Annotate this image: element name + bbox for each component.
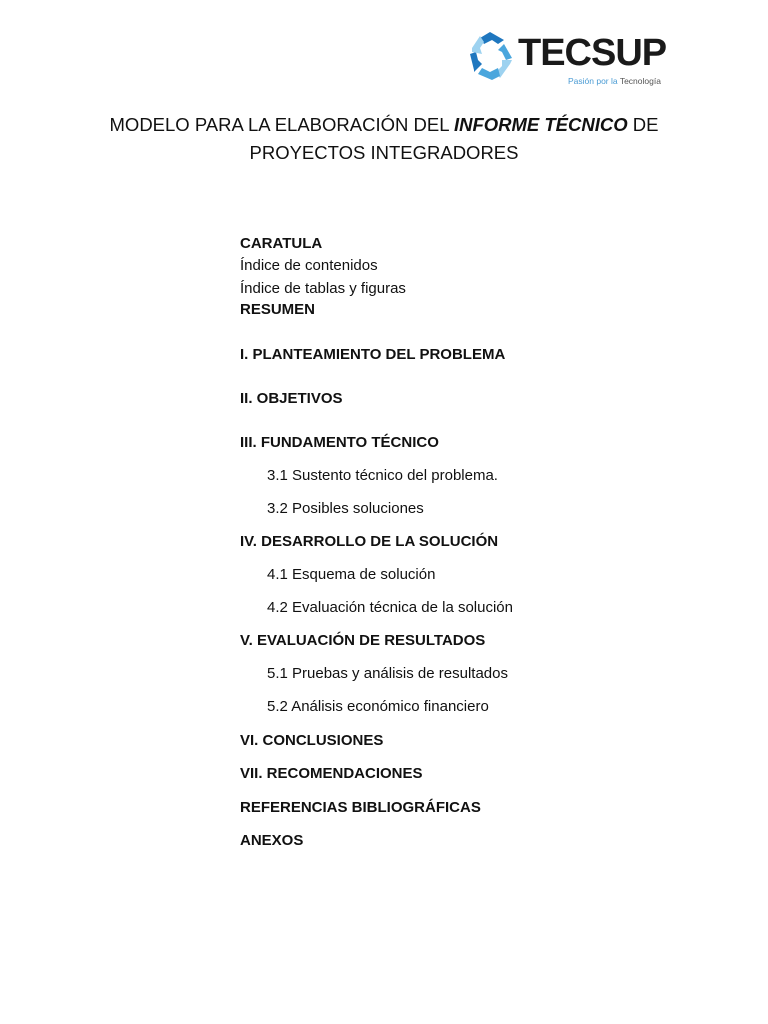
title-part1: MODELO PARA LA ELABORACIÓN DEL <box>109 114 454 135</box>
logo-tagline-part1: Pasión por la <box>568 76 620 86</box>
toc-section-5-2: 5.2 Análisis económico financiero <box>267 698 489 715</box>
toc-section-2: II. OBJETIVOS <box>240 390 343 407</box>
toc-resumen: RESUMEN <box>240 301 316 318</box>
logo-brand-text: TECSUP <box>518 32 667 74</box>
toc-section-3-1: 3.1 Sustento técnico del problema. <box>267 467 498 484</box>
toc-indice-contenidos: Índice de contenidos <box>240 257 378 274</box>
document-title <box>40 111 728 167</box>
toc-section-4: IV. DESARROLLO DE LA SOLUCIÓN <box>240 533 499 550</box>
logo-tagline <box>568 76 661 86</box>
title-emphasis: INFORME TÉCNICO <box>453 114 628 135</box>
toc-caratula: CARATULA <box>240 235 323 252</box>
toc-section-1: I. PLANTEAMIENTO DEL PROBLEMA <box>240 346 506 363</box>
tecsup-logo <box>468 30 667 92</box>
toc-section-4-1: 4.1 Esquema de solución <box>267 566 436 583</box>
toc-indice-tablas: Índice de tablas y figuras <box>240 280 406 297</box>
title-line-2: PROYECTOS INTEGRADORES <box>249 142 519 163</box>
toc-section-3-2: 3.2 Posibles soluciones <box>267 500 424 517</box>
toc-section-7: VII. RECOMENDACIONES <box>240 765 423 782</box>
toc-referencias: REFERENCIAS BIBLIOGRÁFICAS <box>240 799 481 816</box>
toc-section-4-2: 4.2 Evaluación técnica de la solución <box>267 599 513 616</box>
toc-section-3: III. FUNDAMENTO TÉCNICO <box>240 434 439 451</box>
toc-section-5-1: 5.1 Pruebas y análisis de resultados <box>267 665 508 682</box>
toc-section-6: VI. CONCLUSIONES <box>240 732 384 749</box>
title-part2: DE <box>627 114 659 135</box>
logo-tagline-part2: Tecnología <box>619 76 661 86</box>
title-line-1 <box>40 111 728 139</box>
toc-anexos: ANEXOS <box>240 832 304 849</box>
toc-section-5: V. EVALUACIÓN DE RESULTADOS <box>240 632 486 649</box>
recycle-arrows-icon <box>468 30 514 82</box>
